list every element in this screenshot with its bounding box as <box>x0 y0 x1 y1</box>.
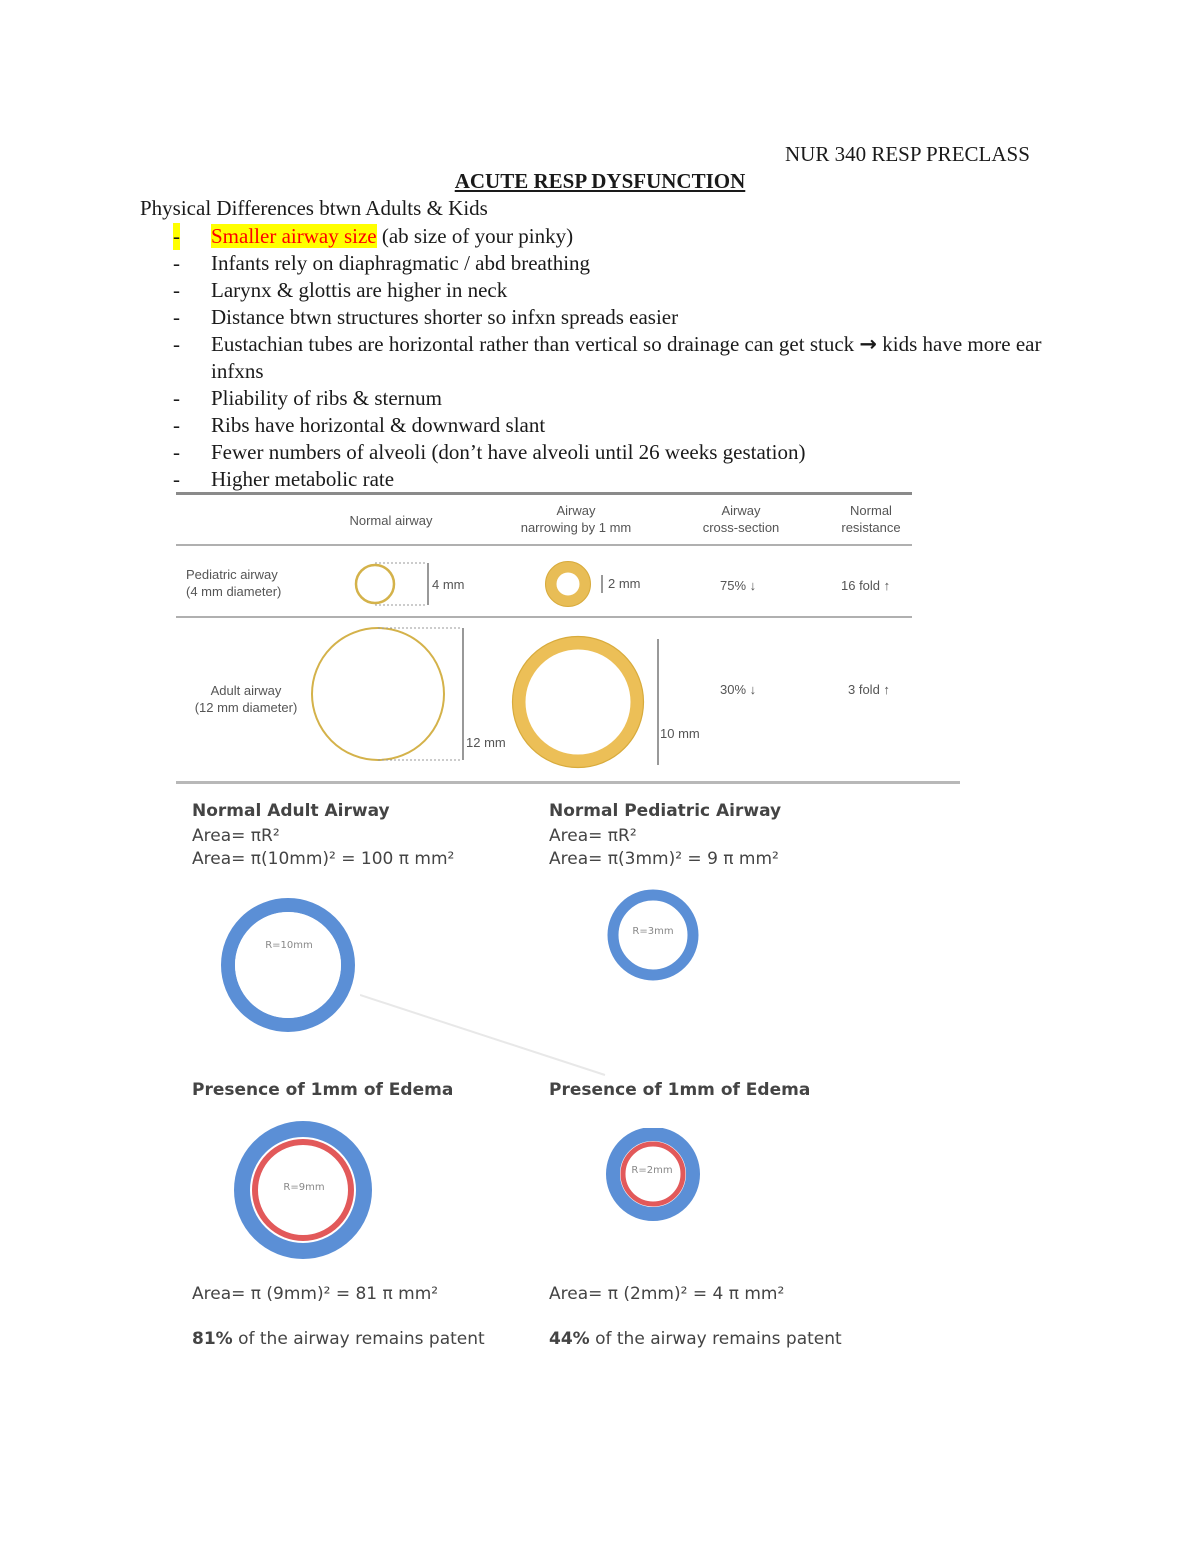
list-item-text: (ab size of your pinky) <box>376 224 574 248</box>
pediatric-narrowed-label: 2 mm <box>608 576 641 591</box>
list-item <box>173 304 1073 331</box>
list-item <box>173 466 1073 493</box>
adult-label-line1: Adult airway <box>210 683 282 698</box>
bullet-dash: - <box>173 440 180 464</box>
adult-airway-ring <box>215 892 365 1042</box>
list-item-text: Ribs have horizontal & downward slant <box>211 413 546 437</box>
bullet-dash: - <box>173 386 180 410</box>
page-title: ACUTE RESP DYSFUNCTION <box>454 169 746 193</box>
patent-percent: 44% <box>549 1329 590 1349</box>
pediatric-edema-area: Area= π (2mm)² = 4 π mm² <box>549 1284 785 1304</box>
differences-list <box>173 223 1073 493</box>
list-item <box>173 223 1073 250</box>
bullet-dash: - <box>173 467 180 491</box>
pediatric-cross-section-value: 75% ↓ <box>720 578 757 593</box>
highlighted-text: Smaller airway size <box>211 224 377 248</box>
pediatric-area: Area= π(3mm)² = 9 π mm² <box>549 849 779 869</box>
pediatric-radius-label: R=3mm <box>632 926 674 937</box>
col-header-narrowing-line2: narrowing by 1 mm <box>520 520 632 535</box>
list-item <box>173 439 1073 466</box>
col-header-cross-line1: Airway <box>721 503 761 518</box>
header-rule <box>176 544 912 546</box>
adult-label-line2: (12 mm diameter) <box>194 700 298 715</box>
adult-radius-label: R=10mm <box>265 940 313 951</box>
col-header-narrowing <box>496 502 656 536</box>
adult-resistance-value: 3 fold ↑ <box>848 682 890 697</box>
adult-formula: Area= πR² <box>192 826 280 846</box>
col-header-resist-line2: resistance <box>841 520 901 535</box>
section-subtitle: Physical Differences btwn Adults & Kids <box>140 196 488 220</box>
list-item-text: Eustachian tubes are horizontal rather than vertical so drainage can get stuck <box>211 332 860 356</box>
pediatric-label-line1: Pediatric airway <box>186 567 278 582</box>
adult-edema-radius-label: R=9mm <box>283 1182 325 1193</box>
bullet-dash: - <box>173 224 180 248</box>
list-item <box>173 385 1073 412</box>
bullet-dash: - <box>173 251 180 275</box>
bullet-dash: - <box>173 305 180 329</box>
faint-connector-line <box>360 990 610 1080</box>
col-header-normal: Normal airway <box>349 513 433 528</box>
col-header-cross-section <box>681 502 801 536</box>
list-item-text: Infants rely on diaphragmatic / abd breathing <box>211 251 591 275</box>
pediatric-formula: Area= πR² <box>549 826 637 846</box>
pediatric-normal-airway <box>351 558 441 610</box>
col-header-resist-line1: Normal <box>850 503 892 518</box>
list-item-text: Fewer numbers of alveoli (don’t have alveoli until 26 weeks gestation) <box>211 440 806 464</box>
adult-edema-title: Presence of 1mm of Edema <box>192 1080 454 1100</box>
adult-area: Area= π(10mm)² = 100 π mm² <box>192 849 455 869</box>
list-item <box>173 250 1073 277</box>
pediatric-label-line2: (4 mm diameter) <box>186 584 282 599</box>
patent-percent: 81% <box>192 1329 233 1349</box>
list-item-text: Pliability of ribs & sternum <box>211 386 442 410</box>
adult-normal-airway <box>311 622 471 772</box>
adult-patent-value: 81% of the airway remains patent <box>192 1329 485 1349</box>
adult-cross-section-value: 30% ↓ <box>720 682 757 697</box>
row-rule <box>176 616 912 618</box>
bottom-rule <box>176 781 960 784</box>
adult-edema-area: Area= π (9mm)² = 81 π mm² <box>192 1284 439 1304</box>
bullet-dash: - <box>173 332 180 356</box>
arrow-icon: → <box>859 332 878 356</box>
pediatric-resistance-value: 16 fold ↑ <box>841 578 891 593</box>
pediatric-patent-value: 44% of the airway remains patent <box>549 1329 842 1349</box>
adult-narrowed-airway <box>506 630 676 770</box>
list-item <box>173 277 1073 304</box>
pediatric-row-label <box>176 566 326 600</box>
pediatric-airway-title: Normal Pediatric Airway <box>549 801 782 821</box>
list-item-text: Higher metabolic rate <box>211 467 395 491</box>
adult-diameter-label: 12 mm <box>466 735 506 750</box>
bullet-dash: - <box>173 278 180 302</box>
col-header-narrowing-line1: Airway <box>556 503 596 518</box>
adult-patent-text <box>192 1327 485 1351</box>
list-item-text: Larynx & glottis are higher in neck <box>211 278 508 302</box>
course-header: NUR 340 RESP PRECLASS <box>785 142 1030 166</box>
adult-row-label <box>176 682 316 716</box>
pediatric-edema-radius-label: R=2mm <box>631 1165 673 1176</box>
col-header-resistance <box>816 502 926 536</box>
adult-narrowed-label: 10 mm <box>660 726 700 741</box>
adult-airway-title: Normal Adult Airway <box>192 801 390 821</box>
airway-comparison-figure <box>176 492 912 782</box>
adult-edema-ring <box>230 1120 380 1270</box>
pediatric-patent-text <box>549 1327 842 1351</box>
top-rule <box>176 492 912 495</box>
list-item <box>173 331 1073 385</box>
list-item-text: kids have more ear infxns <box>211 332 1042 383</box>
bullet-dash: - <box>173 413 180 437</box>
list-item <box>173 412 1073 439</box>
pediatric-diameter-label: 4 mm <box>432 577 465 592</box>
list-item-text: Distance btwn structures shorter so infxn spreads easier <box>211 305 679 329</box>
pediatric-edema-ring <box>602 1128 704 1228</box>
col-header-cross-line2: cross-section <box>702 520 780 535</box>
pediatric-edema-title: Presence of 1mm of Edema <box>549 1080 811 1100</box>
